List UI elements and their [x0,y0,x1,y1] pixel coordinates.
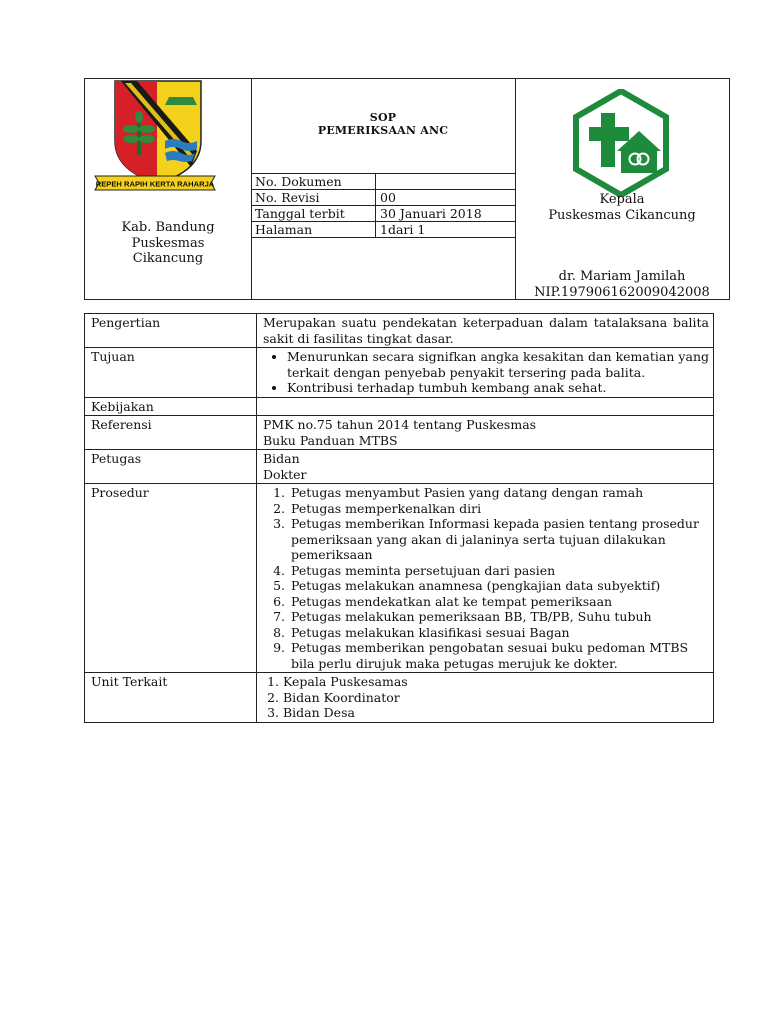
table-row [85,397,714,416]
row-label: Tujuan [85,348,257,398]
document-info-table [251,173,515,238]
petugas-line: Bidan [263,451,300,466]
tujuan-cell [257,348,714,398]
tujuan-list [263,349,709,396]
referensi-line: PMK no.75 tahun 2014 tentang Puskesmas [263,417,537,432]
list-item: 1. Kepala Puskesamas [283,674,709,690]
prosedur-list [263,485,709,671]
doc-info-value: 00 [376,190,516,206]
doc-info-value: 30 Januari 2018 [376,206,516,222]
doc-info-label: Tanggal terbit [251,206,376,222]
table-row [85,484,714,673]
list-item: • Menurunkan secara signifkan angka kesakitan dan kematian yang terkait dengan penyebab penyakit tersering pada balita. [287,349,709,380]
org-line: Cikancung [132,251,204,266]
sop-content-table [84,313,714,723]
list-item: 1. Petugas menyambut Pasien yang datang dengan ramah [289,485,709,501]
doc-info-label: No. Dokumen [251,174,376,190]
doc-info-value [376,174,516,190]
org-line: Puskesmas [131,235,205,251]
kepala-title [515,192,729,223]
list-item: 8. Petugas melakukan klasifikasi sesuai Bagan [289,625,709,641]
header-right-cell [515,79,729,299]
row-label: Prosedur [85,484,257,673]
list-item: 3. Petugas memberikan Informasi kepada pasien tentang prosedur pemeriksaan yang akan di jalaninya serta tujuan dilakukan pemeriksaan [289,516,709,563]
table-row [85,416,714,450]
doc-info-label: Halaman [251,222,376,238]
list-item: 9. Petugas memberikan pengobatan sesuai buku pedoman MTBS bila perlu dirujuk maka petugas merujuk ke dokter. [289,640,709,671]
table-row [251,222,515,238]
kebijakan-text [257,397,714,416]
row-label: Unit Terkait [85,673,257,723]
prosedur-cell [257,484,714,673]
list-item: 2. Petugas memperkenalkan diri [289,501,709,517]
header-middle-cell [251,79,516,299]
list-item: 3. Bidan Desa [283,705,709,721]
petugas-line: Dokter [263,466,307,482]
row-label: Referensi [85,416,257,450]
row-label: Pengertian [85,314,257,348]
signer-name: dr. Mariam Jamilah [558,269,686,284]
list-item: 4. Petugas meminta persetujuan dari pasien [289,563,709,579]
referensi-cell [257,416,714,450]
header-left-cell [85,79,252,299]
table-row [85,348,714,398]
list-item: • Kontribusi terhadap tumbuh kembang anak sehat. [287,380,709,396]
doc-info-label: No. Revisi [251,190,376,206]
signature-block [515,269,729,301]
row-label: Petugas [85,450,257,484]
puskesmas-logo-icon [567,89,675,197]
sop-title [251,111,515,137]
table-row [251,190,515,206]
doc-info-value: 1dari 1 [376,222,516,238]
row-label: Kebijakan [85,397,257,416]
table-row [85,450,714,484]
list-item: 7. Petugas melakukan pemeriksaan BB, TB/PB, Suhu tubuh [289,609,709,625]
org-line: Kab. Bandung [121,220,215,235]
petugas-cell [257,450,714,484]
table-row [85,673,714,723]
unit-terkait-list [263,674,709,721]
unit-terkait-cell [257,673,714,723]
signer-nip: NIP.197906162009042008 [534,285,710,300]
list-item: 2. Bidan Koordinator [283,690,709,706]
list-item: 6. Petugas mendekatkan alat ke tempat pemeriksaan [289,594,709,610]
table-row [251,206,515,222]
motto-banner-icon [93,174,217,192]
kepala-line: Puskesmas Cikancung [548,207,696,223]
sop-header [84,78,730,300]
sop-title-line2: PEMERIKSAAN ANC [317,124,449,137]
table-row [85,314,714,348]
table-row [251,174,515,190]
referensi-line: Buku Panduan MTBS [263,432,398,448]
pengertian-text: Merupakan suatu pendekatan keterpaduan dalam tatalaksana balita sakit di fasilitas tingkat dasar. [257,314,714,348]
kepala-line: Kepala [599,192,645,207]
list-item: 5. Petugas melakukan anamnesa (pengkajian data subyektif) [289,578,709,594]
org-name [85,220,251,267]
motto-text: REPEH RAPIH KERTA RAHARJA [95,179,215,189]
sop-title-line1: SOP [369,111,397,124]
